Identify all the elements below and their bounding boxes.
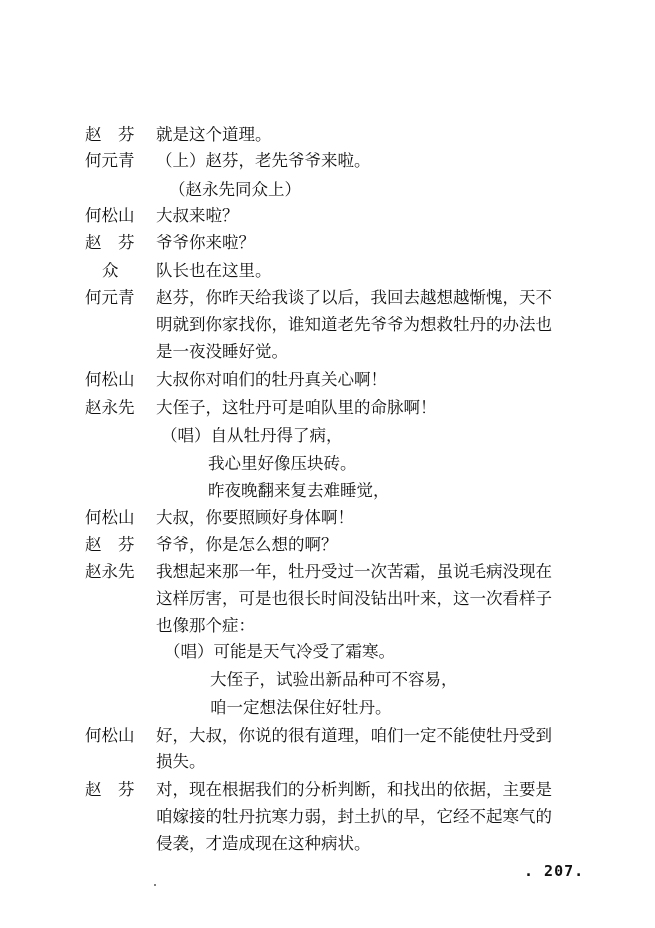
script-line <box>0 229 655 257</box>
speaker-name: 赵 芬 <box>85 535 135 554</box>
script-line <box>0 531 655 559</box>
dialogue-text: 队长也在这里。 <box>156 261 272 280</box>
script-line <box>0 504 655 532</box>
script-line <box>0 477 655 505</box>
speaker-name: 何元青 <box>85 288 135 307</box>
dialogue-text: （赵永先同众上） <box>169 180 301 199</box>
script-line <box>0 202 655 230</box>
script-line <box>0 585 655 613</box>
script-line <box>0 776 655 804</box>
dialogue-text: 爷爷，你是怎么想的啊？ <box>156 535 338 554</box>
dialogue-text: 咱嫁接的牡丹抗寒力弱，封土扒的早，它经不起寒气的 <box>156 807 552 826</box>
speaker-name: 赵 芬 <box>85 233 135 252</box>
speaker-name: 赵永先 <box>85 398 135 417</box>
speaker-name: 何松山 <box>85 206 135 225</box>
script-line <box>0 722 655 750</box>
dialogue-text: 明就到你家找你，谁知道老先爷爷为想救牡丹的办法也 <box>156 315 552 334</box>
dialogue-text: 这样厉害，可是也很长时间没钻出叶来，这一次看样子 <box>156 589 552 608</box>
script-line <box>0 450 655 478</box>
script-line <box>0 176 655 204</box>
dialogue-text: 大侄子，这牡丹可是咱队里的命脉啊！ <box>156 398 437 417</box>
dialogue-text: 爷爷你来啦？ <box>156 233 255 252</box>
dialogue-text: 赵芬，你昨天给我谈了以后，我回去越想越惭愧，天不 <box>156 288 552 307</box>
page-number: . 207. <box>524 862 585 880</box>
dialogue-text: （上）赵芬，老先爷爷来啦。 <box>156 151 371 170</box>
script-line <box>0 121 655 149</box>
script-line <box>0 257 655 285</box>
speaker-name: 何元青 <box>85 151 135 170</box>
dialogue-text: 我心里好像压块砖。 <box>208 454 357 473</box>
script-line <box>0 612 655 640</box>
dialogue-text: 侵袭，才造成现在这种病状。 <box>156 834 371 853</box>
dialogue-text: 是一夜没睡好觉。 <box>156 342 288 361</box>
script-line <box>0 638 655 666</box>
speaker-name: 赵 芬 <box>85 125 135 144</box>
dialogue-text: 就是这个道理。 <box>156 125 272 144</box>
script-line <box>0 338 655 366</box>
speaker-name: 何松山 <box>85 508 135 527</box>
speaker-name: 何松山 <box>85 726 135 745</box>
print-speck <box>154 884 156 886</box>
script-line <box>0 748 655 776</box>
script-line <box>0 311 655 339</box>
dialogue-text: 也像那个症： <box>156 616 255 635</box>
script-line <box>0 394 655 422</box>
script-line <box>0 558 655 586</box>
script-line <box>0 366 655 394</box>
dialogue-text: 大侄子，试验出新品种可不容易， <box>210 670 458 689</box>
script-line <box>0 422 655 450</box>
script-line <box>0 666 655 694</box>
speaker-name: 众 <box>102 261 119 280</box>
script-line <box>0 694 655 722</box>
speaker-name: 赵永先 <box>85 562 135 581</box>
dialogue-text: 我想起来那一年，牡丹受过一次苦霜，虽说毛病没现在 <box>156 562 552 581</box>
speaker-name: 赵 芬 <box>85 780 135 799</box>
speaker-name: 何松山 <box>85 370 135 389</box>
script-line <box>0 284 655 312</box>
script-line <box>0 803 655 831</box>
dialogue-text: 对，现在根据我们的分析判断，和找出的依据，主要是 <box>156 780 552 799</box>
script-line <box>0 147 655 175</box>
dialogue-text: 咱一定想法保住好牡丹。 <box>210 698 392 717</box>
dialogue-text: 大叔来啦？ <box>156 206 239 225</box>
dialogue-text: 昨夜晚翻来复去难睡觉， <box>208 481 390 500</box>
dialogue-text: 大叔，你要照顾好身体啊！ <box>156 508 354 527</box>
dialogue-text: （唱）可能是天气冷受了霜寒。 <box>164 642 395 661</box>
dialogue-text: 损失。 <box>156 752 206 771</box>
script-line <box>0 830 655 858</box>
dialogue-text: 好，大叔，你说的很有道理，咱们一定不能使牡丹受到 <box>156 726 552 745</box>
dialogue-text: （唱）自从牡丹得了病， <box>161 426 343 445</box>
dialogue-text: 大叔你对咱们的牡丹真关心啊！ <box>156 370 387 389</box>
